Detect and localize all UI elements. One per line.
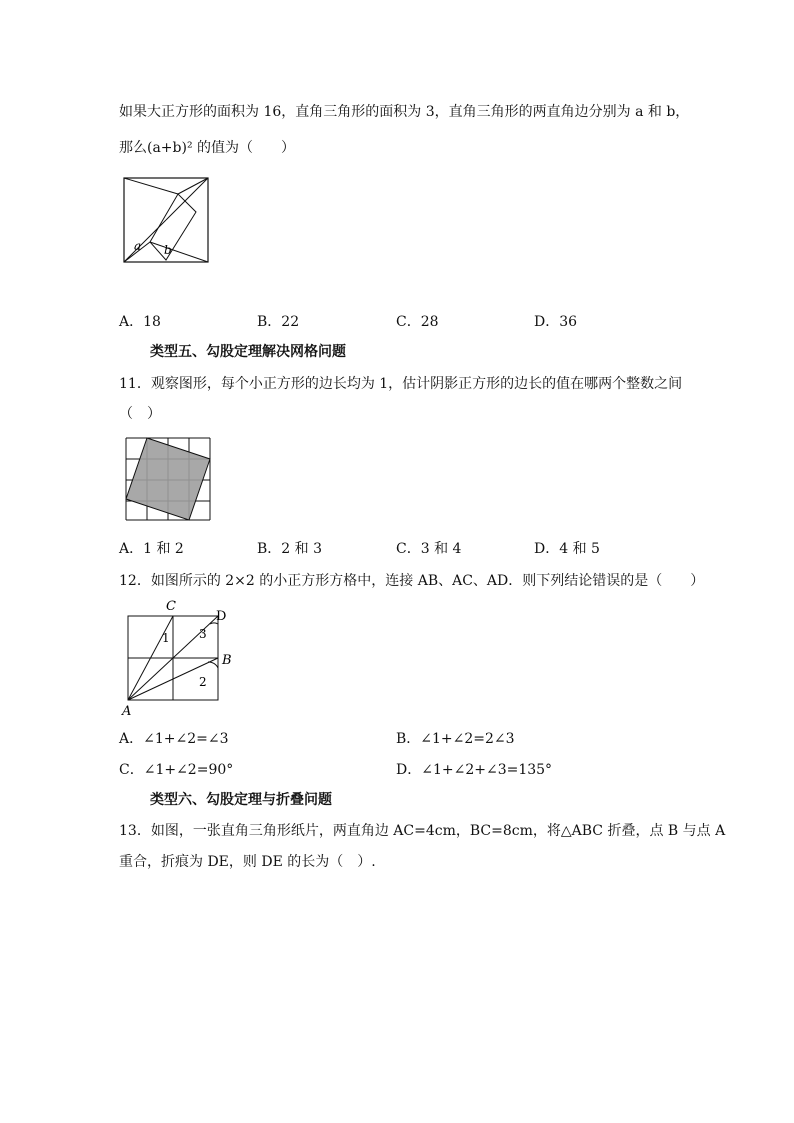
q10-option-a: A．18	[119, 314, 161, 330]
q12-option-d: D．∠1+∠2+∠3=135°	[396, 762, 553, 778]
shaded-square	[126, 438, 210, 520]
q12-option-a: A．∠1+∠2=∠3	[119, 731, 229, 747]
label-angle-2: 2	[199, 675, 207, 689]
q11-option-d: D．4 和 5	[534, 541, 600, 557]
q11-text-line2: （ ）	[119, 406, 161, 422]
label-A: A	[122, 704, 132, 718]
q11-option-b: B．2 和 3	[257, 541, 323, 557]
angle-2-arc	[208, 662, 218, 668]
triangle-line-6	[178, 178, 208, 194]
q10-figure	[120, 174, 216, 266]
section5-heading: 类型五、勾股定理解决网格问题	[150, 344, 346, 360]
label-D: D	[216, 609, 227, 624]
q10-option-d: D．36	[534, 314, 578, 330]
q12-figure	[118, 594, 242, 718]
q10-option-b: B．22	[257, 314, 300, 330]
label-B: B	[222, 653, 232, 668]
q11-option-a: A．1 和 2	[119, 541, 184, 557]
q11-option-c: C．3 和 4	[396, 541, 462, 557]
triangle-line-2	[166, 178, 208, 220]
q13-text-line1: 13．如图，一张直角三角形纸片，两直角边 AC=4cm，BC=8cm，将△ABC 折叠，点 B 与点 A	[119, 823, 726, 839]
q10-text-line1: 如果大正方形的面积为 16，直角三角形的面积为 3，直角三角形的两直角边分别为 a 和 b，	[119, 104, 690, 120]
label-angle-3: 3	[199, 627, 207, 641]
label-angle-1: 1	[162, 631, 170, 645]
section6-heading: 类型六、勾股定理与折叠问题	[150, 792, 332, 808]
q11-grid-figure	[124, 436, 212, 522]
triangle-line-3	[124, 178, 178, 194]
q12-option-b: B．∠1+∠2=2∠3	[396, 731, 515, 747]
label-C: C	[166, 599, 176, 614]
q13-text-line2: 重合，折痕为 DE，则 DE 的长为（ ）.	[119, 854, 376, 870]
label-b: b	[164, 243, 172, 257]
q12-option-c: C．∠1+∠2=90°	[119, 762, 234, 778]
q11-text-line1: 11．观察图形，每个小正方形的边长均为 1，估计阴影正方形的边长的值在哪两个整数之间	[119, 376, 683, 392]
q10-text-line2: 那么(a+b)² 的值为（ ）	[119, 140, 296, 156]
label-a: a	[134, 239, 142, 253]
q10-option-c: C．28	[396, 314, 439, 330]
q12-text-line1: 12．如图所示的 2×2 的小正方形方格中，连接 AB、AC、AD．则下列结论错误的是（ ）	[119, 573, 705, 589]
